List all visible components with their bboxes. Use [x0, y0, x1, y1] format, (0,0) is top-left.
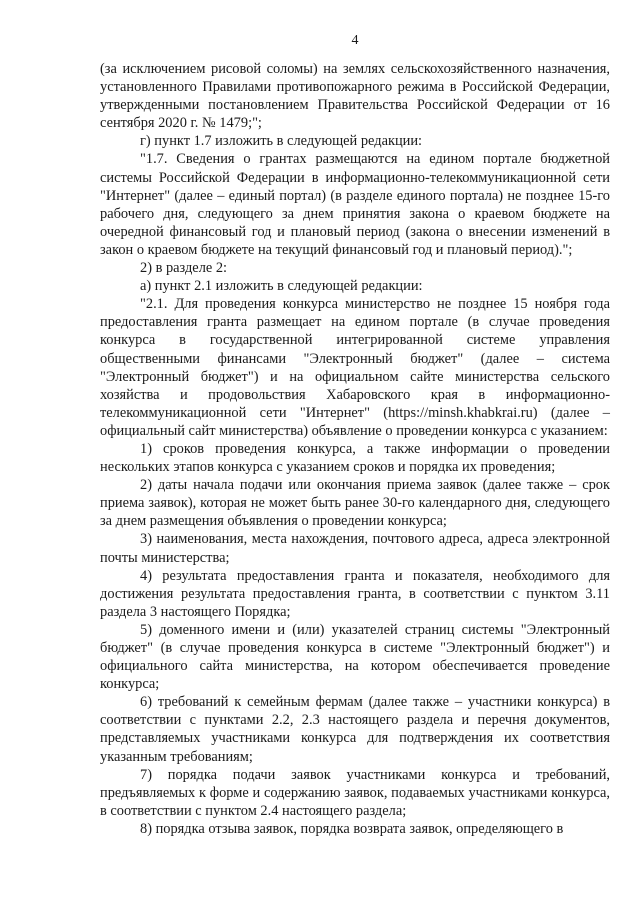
- paragraph-7: 1) сроков проведения конкурса, а также информации о проведении нескольких этапов конкурса с указанием сроков и порядка их проведения;: [100, 440, 610, 476]
- paragraph-4: 2) в разделе 2:: [140, 260, 228, 277]
- paragraph-13: 7) порядка подачи заявок участниками конкурса и требований, предъявляемых к форме и содержанию заявок, подаваемых участниками конкурса, в соответствии с пунктом 2.4 настоящего раздела;: [100, 766, 610, 819]
- paragraph-3: "1.7. Сведения о грантах размещаются на едином портале бюджетной системы Российской Федерации в информационно-телекоммуникационной сети "Интернет" (далее – единый портал) (в разделе единого портала) не позднее 15-го рабочего дня, следующего за днем принятия закона о краевом бюджете на очередной финансовый год и плановый период (закона о внесении изменений в закон о краевом бюджете на текущий финансовый год и плановый период).";: [100, 151, 610, 258]
- document-body: [100, 60, 610, 838]
- paragraph-9: 3) наименования, места нахождения, почтового адреса, адреса электронной почты министерства;: [100, 531, 610, 566]
- paragraph-10: 4) результата предоставления гранта и показателя, необходимого для достижения результата предоставления гранта, в соответствии с пунктом 3.11 раздела 3 настоящего Порядка;: [100, 567, 610, 620]
- paragraph-1: (за исключением рисовой соломы) на землях сельскохозяйственного назначения, установленного Правилами противопожарного режима в Российской Федерации, утвержденными постановлением Правительства Российской Федерации от 16 сентября 2020 г. № 1479;";: [100, 61, 610, 132]
- paragraph-2: г) пункт 1.7 изложить в следующей редакции:: [140, 133, 423, 150]
- paragraph-8: 2) даты начала подачи или окончания приема заявок (далее также – срок приема заявок), которая не может быть ранее 30-го календарного дня, следующего за днем размещения объявления о проведении конкурса;: [100, 477, 610, 530]
- paragraph-5: а) пункт 2.1 изложить в следующей редакции:: [140, 278, 423, 295]
- paragraph-6: "2.1. Для проведения конкурса министерство не позднее 15 ноября года предоставления гранта размещает на едином портале (в случае проведения конкурса в государственной интегрированной системе управления общественными финансами "Электронный бюджет" (далее – система "Электронный бюджет") и на официальном сайте министерства сельского хозяйства и продовольствия Хабаровского края в информационно-телекоммуникационной сети "Интернет" (https://minsh.khabkrai.ru) (далее – официальный сайт министерства) объявление о проведении конкурса с указанием:: [100, 296, 610, 439]
- paragraph-11: 5) доменного имени и (или) указателей страниц системы "Электронный бюджет" (в случае проведения конкурса в системе "Электронный бюджет") и официального сайта министерства, на котором обеспечивается проведение конкурса;: [100, 621, 610, 693]
- paragraph-12: 6) требований к семейным фермам (далее также – участники конкурса) в соответствии с пунктами 2.2, 2.3 настоящего раздела и перечня документов, представляемых участниками конкурса для подтверждения их соответствия указанным требованиям;: [100, 694, 610, 765]
- paragraph-14: 8) порядка отзыва заявок, порядка возврата заявок, определяющего в: [140, 820, 564, 837]
- page-number: 4: [351, 33, 359, 48]
